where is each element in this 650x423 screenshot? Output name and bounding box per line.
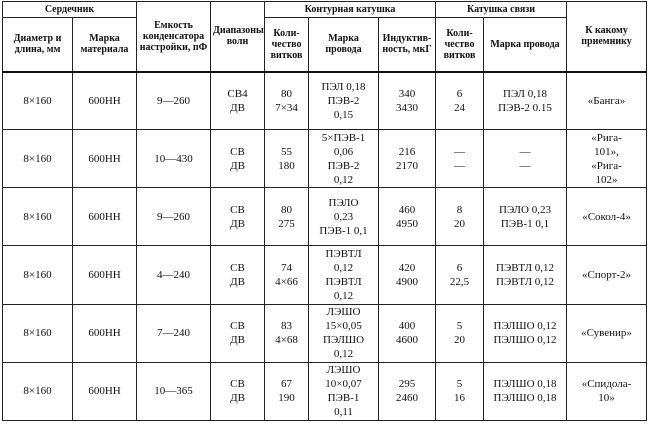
loop-wire-line: 10×0,07 <box>325 378 362 391</box>
loop-inductance-line: 3430 <box>396 101 419 114</box>
coupling-wire-cell <box>484 72 567 130</box>
coupling-turns-line: 20 <box>454 334 466 347</box>
receiver-line: «Сувенир» <box>581 327 632 340</box>
bands-line: СВ <box>230 203 245 216</box>
coupling-wire-cell <box>484 246 567 304</box>
loop-wire-cell <box>309 246 379 304</box>
receiver-line: 102» <box>595 173 618 186</box>
loop-inductance-line: 340 <box>398 87 416 100</box>
header-loop-inductance: Индуктив-ность, мкГ <box>379 18 436 72</box>
coupling-wire-line: ПЭВТЛ 0,12 <box>496 262 555 275</box>
header-loop-wire: Марка провода <box>309 18 379 72</box>
loop-inductance-cell <box>379 72 436 130</box>
loop-wire-cell <box>309 188 379 246</box>
loop-wire-line: 0,12 <box>333 262 354 275</box>
loop-turns-cell <box>265 246 309 304</box>
loop-wire-line: 0,06 <box>333 145 354 158</box>
loop-wire-cell <box>309 304 379 362</box>
loop-inductance-line: 4600 <box>396 334 419 347</box>
receiver-line: «Сокол-4» <box>582 210 631 223</box>
loop-turns-cell <box>265 304 309 362</box>
loop-wire-line: 0,12 <box>333 173 354 186</box>
capacitance-cell: 10—365 <box>137 362 211 420</box>
receiver-cell <box>567 362 647 420</box>
core-size-cell: 8×160 <box>3 188 73 246</box>
loop-inductance-line: 4950 <box>396 217 419 230</box>
coupling-wire-cell <box>484 130 567 188</box>
bands-line: СВ <box>230 378 245 391</box>
loop-turns-line: 80 <box>281 87 293 100</box>
header-core-size: Диаметр и длина, мм <box>3 18 73 72</box>
coupling-turns-line: 8 <box>456 203 463 216</box>
coupling-turns-cell <box>436 304 484 362</box>
coupling-wire-line: ПЭЛШО 0,12 <box>493 334 557 347</box>
core-material-cell: 600НН <box>73 130 137 188</box>
coupling-wire-line: ПЭВ-1 0,1 <box>500 217 550 230</box>
capacitance-cell: 9—260 <box>137 72 211 130</box>
table-row <box>3 72 647 130</box>
bands-line: СВ <box>230 145 245 158</box>
receiver-line: 101», <box>594 145 619 158</box>
header-loop-coil: Контурная катушка <box>265 2 436 18</box>
loop-turns-cell <box>265 72 309 130</box>
receiver-cell <box>567 304 647 362</box>
capacitance-cell: 4—240 <box>137 246 211 304</box>
coupling-wire-line: — <box>519 145 531 158</box>
loop-wire-line: 0,11 <box>334 406 353 419</box>
core-material-cell: 600НН <box>73 72 137 130</box>
coupling-wire-cell <box>484 362 567 420</box>
bands-line: ДВ <box>230 392 245 405</box>
header-coupling-wire: Марка провода <box>484 18 567 72</box>
loop-inductance-line: 216 <box>398 145 416 158</box>
receiver-line: «Рига- <box>591 131 622 144</box>
core-size-cell: 8×160 <box>3 246 73 304</box>
loop-turns-line: 67 <box>281 378 293 391</box>
receiver-line: «Спидола- <box>581 378 632 391</box>
coupling-turns-line: 5 <box>456 320 463 333</box>
loop-wire-line: ПЭВ-1 0,1 <box>319 224 368 237</box>
receiver-line: 10» <box>598 392 615 405</box>
loop-wire-line: ПЭВТЛ <box>325 276 362 289</box>
header-capacitance: Емкость конденсатора настройки, пФ <box>137 2 211 72</box>
loop-inductance-cell <box>379 188 436 246</box>
coupling-turns-cell <box>436 246 484 304</box>
loop-turns-line: 83 <box>281 320 293 333</box>
core-size-cell: 8×160 <box>3 304 73 362</box>
loop-inductance-line: 2460 <box>396 392 419 405</box>
coupling-wire-line: ПЭЛШО 0,12 <box>493 320 557 333</box>
loop-wire-line: 15×0,05 <box>325 320 362 333</box>
loop-wire-line: 0,12 <box>333 290 354 303</box>
coupling-wire-line: ПЭЛО 0,23 <box>499 203 551 216</box>
loop-inductance-line: 295 <box>398 378 416 391</box>
coupling-wire-line: ПЭЛШО 0,18 <box>493 392 557 405</box>
bands-line: ДВ <box>230 276 245 289</box>
loop-inductance-cell <box>379 304 436 362</box>
loop-inductance-cell <box>379 130 436 188</box>
bands-cell <box>211 304 265 362</box>
core-material-cell: 600НН <box>73 188 137 246</box>
loop-turns-line: 7×34 <box>275 101 298 114</box>
loop-wire-line: 0,12 <box>333 348 354 361</box>
loop-wire-cell <box>309 130 379 188</box>
bands-line: СВ <box>230 262 245 275</box>
loop-wire-line: 0,23 <box>333 210 354 223</box>
header-receiver: К какому приемнику <box>567 2 647 72</box>
loop-wire-line: 5×ПЭВ-1 <box>321 131 366 144</box>
capacitance-cell: 9—260 <box>137 188 211 246</box>
loop-turns-cell <box>265 130 309 188</box>
table-body <box>3 72 647 421</box>
coupling-turns-line: 24 <box>454 101 466 114</box>
coupling-wire-line: ПЭЛ 0,18 <box>503 87 547 100</box>
loop-turns-cell <box>265 362 309 420</box>
receiver-line: «Банга» <box>587 94 626 107</box>
loop-wire-line: ПЭЛ 0,18 <box>321 80 366 93</box>
loop-turns-line: 4×66 <box>275 276 298 289</box>
loop-inductance-line: 2170 <box>396 159 419 172</box>
coupling-wire-cell <box>484 304 567 362</box>
loop-inductance-line: 400 <box>398 320 416 333</box>
loop-turns-cell <box>265 188 309 246</box>
loop-inductance-line: 4900 <box>396 276 419 289</box>
loop-wire-line: ЛЭШО <box>326 364 361 377</box>
loop-wire-line: ПЭВ-1 <box>327 392 360 405</box>
loop-inductance-cell <box>379 246 436 304</box>
coupling-wire-cell <box>484 188 567 246</box>
loop-turns-line: 4×68 <box>275 334 298 347</box>
table-row <box>3 304 647 362</box>
table-row <box>3 246 647 304</box>
coupling-turns-cell <box>436 362 484 420</box>
header-core: Сердечник <box>3 2 137 18</box>
receiver-cell <box>567 188 647 246</box>
bands-line: СВ <box>230 320 245 333</box>
coupling-turns-line: 5 <box>456 378 463 391</box>
coupling-wire-line: ПЭВТЛ 0,12 <box>496 276 555 289</box>
loop-wire-line: ПЭВТЛ <box>325 248 362 261</box>
loop-wire-cell <box>309 72 379 130</box>
bands-cell <box>211 188 265 246</box>
loop-wire-cell <box>309 362 379 420</box>
receiver-cell <box>567 72 647 130</box>
loop-inductance-line: 460 <box>398 203 416 216</box>
loop-wire-line: ПЭВ-2 <box>327 159 360 172</box>
coupling-turns-cell <box>436 130 484 188</box>
core-material-cell: 600НН <box>73 304 137 362</box>
coupling-turns-line: 22,5 <box>449 276 470 289</box>
bands-line: ДВ <box>230 217 245 230</box>
bands-line: ДВ <box>230 159 245 172</box>
bands-line: СВ4 <box>227 87 248 100</box>
capacitance-cell: 7—240 <box>137 304 211 362</box>
loop-wire-line: 0,15 <box>333 108 354 121</box>
loop-inductance-line: 420 <box>398 262 416 275</box>
coupling-wire-line: ПЭВ-2 0.15 <box>498 101 552 114</box>
receiver-line: «Рига- <box>591 159 622 172</box>
header-coupling-coil: Катушка связи <box>436 2 567 18</box>
core-size-cell: 8×160 <box>3 130 73 188</box>
coupling-wire-line: ПЭЛШО 0,18 <box>493 378 557 391</box>
coupling-turns-line: 16 <box>454 392 466 405</box>
coupling-turns-cell <box>436 72 484 130</box>
receiver-cell <box>567 246 647 304</box>
bands-cell <box>211 72 265 130</box>
coupling-turns-line: 20 <box>454 217 466 230</box>
core-size-cell: 8×160 <box>3 362 73 420</box>
capacitance-cell: 10—430 <box>137 130 211 188</box>
coupling-turns-line: 6 <box>456 262 463 275</box>
receiver-cell <box>567 130 647 188</box>
core-size-cell: 8×160 <box>3 72 73 130</box>
loop-turns-line: 180 <box>278 159 295 172</box>
bands-line: ДВ <box>230 101 245 114</box>
loop-wire-line: ПЭЛШО <box>323 334 365 347</box>
loop-turns-line: 80 <box>281 203 293 216</box>
loop-wire-line: ЛЭШО <box>326 306 361 319</box>
coupling-turns-line: — <box>454 159 466 172</box>
loop-wire-line: ПЭВ-2 <box>327 94 360 107</box>
bands-cell <box>211 362 265 420</box>
coupling-turns-line: — <box>454 145 466 158</box>
loop-inductance-cell <box>379 362 436 420</box>
bands-cell <box>211 130 265 188</box>
header-loop-turns: Коли-чество витков <box>265 18 309 72</box>
receiver-line: «Спорт-2» <box>581 269 632 282</box>
header-bands: Диапазоны волн <box>211 2 265 72</box>
coupling-wire-line: — <box>519 159 531 172</box>
loop-turns-line: 275 <box>278 217 295 230</box>
table-row <box>3 362 647 420</box>
loop-wire-line: ПЭЛО <box>328 196 359 209</box>
bands-cell <box>211 246 265 304</box>
table-row <box>3 130 647 188</box>
header-coupling-turns: Коли-чество витков <box>436 18 484 72</box>
core-material-cell: 600НН <box>73 362 137 420</box>
coupling-turns-line: 6 <box>456 87 463 100</box>
coupling-turns-cell <box>436 188 484 246</box>
core-material-cell: 600НН <box>73 246 137 304</box>
loop-turns-line: 190 <box>278 392 295 405</box>
table-row <box>3 188 647 246</box>
loop-turns-line: 74 <box>281 262 293 275</box>
bands-line: ДВ <box>230 334 245 347</box>
header-core-material: Марка материала <box>73 18 137 72</box>
loop-turns-line: 55 <box>281 145 293 158</box>
coil-data-table <box>2 1 647 421</box>
